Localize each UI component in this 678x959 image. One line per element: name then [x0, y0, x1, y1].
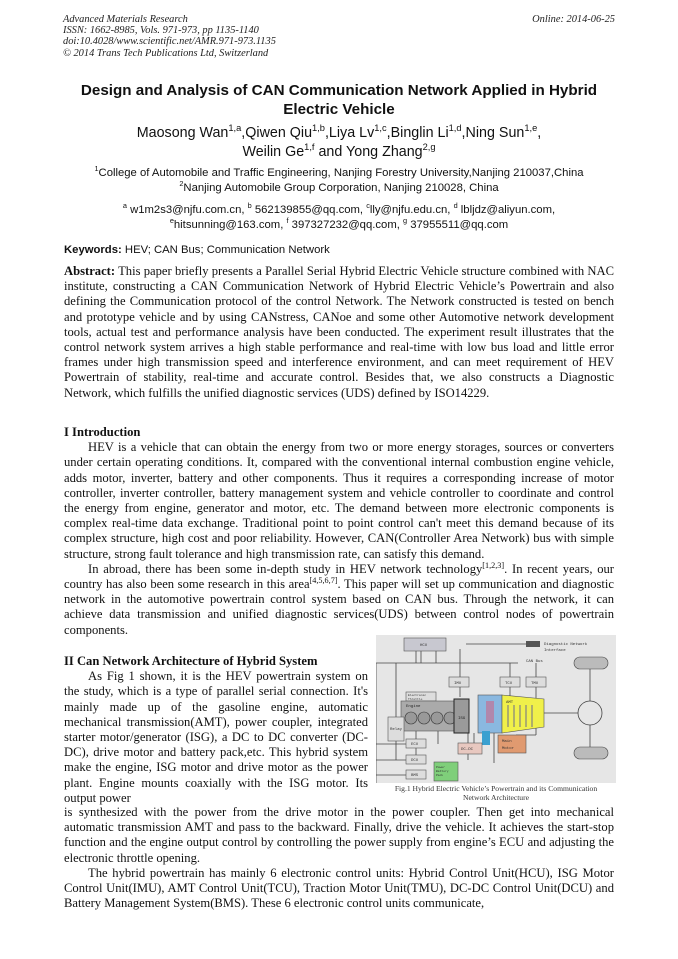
- svg-text:Pack: Pack: [436, 774, 444, 777]
- title-line-2: Electric Vehicle: [283, 101, 395, 118]
- caption-line-2: Network Architecture: [463, 793, 529, 802]
- section-architecture: [64, 654, 368, 806]
- svg-text:BMS: BMS: [411, 774, 419, 778]
- paragraph: As Fig 1 shown, it is the HEV powertrain system on the study, which is a type of parallel serial connection. It's mainly made up of the gasoline engine, automatic mechanical transmission(AMT), power coupler, integrated starter motor/generator (ISG), a DC to DC converter (DC-DC), drive motor and battery pack,etc. This hybrid system make the engine, ISG motor and drive motor as the power plant. Engine mounts coaxially with the ISG motor. Its output power: [64, 669, 368, 805]
- paragraph: is synthesized with the power from the drive motor in the power coupler. Then get into mechanical automatic transmission AMT and pass to the backward. Finally, drive the vehicle. It achieves the start-stop function and the engine output control by controlling the power supply from engine’s ECU and adjusting the electronic throttle opening.: [64, 805, 614, 865]
- abstract: [64, 264, 614, 401]
- author: Liya Lv$^{1,c}$,: [328, 123, 391, 141]
- email: $^c$lly@njfu.edu.cn,: [366, 201, 451, 216]
- citation: [1,2,3]: [482, 560, 505, 570]
- doi: doi:10.4028/www.scientific.net/AMR.971-973.1135: [63, 36, 276, 48]
- svg-text:Battery: Battery: [436, 770, 449, 773]
- affiliations: [30, 166, 648, 196]
- author: Yong Zhang$^{2,g}$: [346, 142, 436, 160]
- title-line-1: Design and Analysis of CAN Communication Network Applied in Hybrid: [80, 82, 598, 99]
- svg-text:TMU: TMU: [531, 682, 539, 686]
- email: $^e$hitsunning@163.com,: [169, 216, 284, 231]
- svg-text:Engine: Engine: [406, 705, 421, 709]
- section-heading: I Introduction: [64, 425, 141, 439]
- citation: [4,5,6,7]: [309, 575, 338, 585]
- abstract-text: This paper briefly presents a Parallel Serial Hybrid Electric Vehicle structure combined with NAC institute, constructing a CAN Communication Network of Hybrid Electric Vehicle’s Powertrain and also defining the Communication protocol of the control Network. The Network constructed is tested on bench and prototype vehicle and by using CANstress, CANoe and some other Automotive network development tools, actual test and performance analysis have been conducted. The experiment result illustrates that the control network system arrives a high stable performance and real-time with low bus load and little error frames under high transmission speed and interference environment, and can meet requirement of HEV Powertrain of stability, real-time and accurate control. Besides that, we also constructs a Diagnostic Network, which fulfills the unified diagnostic services (UDS) defined by ISO14229.: [64, 264, 615, 400]
- email: $^g$ 37955511@qq.com: [403, 216, 509, 231]
- svg-text:DCU: DCU: [411, 759, 419, 763]
- author: Ning Sun$^{1,e}$,: [465, 123, 542, 141]
- email: $^b$ 562139855@qq.com,: [247, 201, 364, 216]
- section-introduction: [64, 425, 614, 638]
- author-list: [40, 124, 638, 162]
- author: Qiwen Qiu$^{1,b}$,: [245, 123, 329, 141]
- svg-text:Diagnostic Network: Diagnostic Network: [544, 643, 588, 647]
- author: Binglin Li$^{1,d}$,: [390, 123, 466, 141]
- copyright: © 2014 Trans Tech Publications Ltd, Switzerland: [63, 47, 269, 59]
- svg-text:Relay: Relay: [390, 728, 403, 732]
- svg-text:CAN Bus: CAN Bus: [526, 660, 543, 664]
- svg-text:Power: Power: [436, 766, 446, 769]
- journal-header: [63, 14, 276, 59]
- abstract-label: Abstract:: [64, 264, 116, 278]
- email: $^a$ w1m2s3@njfu.com.cn,: [122, 201, 245, 216]
- figure-1-diagram: [376, 635, 616, 783]
- affiliation: $^2$Nanjing Automobile Group Corporation, Nanjing 210028, China: [179, 179, 499, 194]
- paper-title: [40, 81, 638, 119]
- figure-caption: [376, 784, 616, 802]
- paragraph: In abroad, there has been some in-depth study in HEV network technology[1,2,3]. In recent years, our country has also been some research in this area[4,5,6,7]. This paper will set up communication and diagnostic network in the automotive powertrain control system based on CAN bus. Through the network, it can achieve data transmission and unified diagnostic services(UDS) between control nodes of powertrain components.: [64, 560, 614, 637]
- svg-text:Electronic: Electronic: [408, 694, 427, 697]
- online-date: Online: 2014-06-25: [532, 14, 615, 25]
- svg-text:HCU: HCU: [420, 644, 428, 648]
- email: $^d$ lbljdz@aliyun.com,: [453, 201, 556, 216]
- paragraph: The hybrid powertrain has mainly 6 electronic control units: Hybrid Control Unit(HCU), ISG Motor Control Unit(IMU), AMT Control Unit(TCU), Traction Motor Unit(TMU), DC-DC Control Unit(DCU) and Battery Management System(BMS). These 6 electronic control units communicate,: [64, 865, 614, 911]
- paragraph: HEV is a vehicle that can obtain the energy from two or more energy storages, sources or converters under certain operating conditions. It, compared with the conventional internal combustion engine vehicle, adds motor, inverter, battery and other components. Thus it requires a corresponding increase of motor controller, inverter controller, battery management system and vehicle controller to coordinate and control the energy from engine, generator and motor, etc. The demand between more electronic components is complex real-time data exchange. Traditional point to point control can't meet this demand because of its complex structure, high cost and poor reliability. However, CAN(Controller Area Network) bus with simple structure, strong fault tolerance and high transmission rate, can satisfy this demand.: [64, 440, 614, 561]
- author: Weilin Ge$^{1,f}$ and: [242, 142, 347, 160]
- section-architecture-continued: [64, 805, 614, 911]
- svg-text:Throttle: Throttle: [408, 698, 423, 701]
- author: Maosong Wan$^{1,a}$,: [136, 123, 246, 141]
- journal-name: Advanced Materials Research: [63, 14, 188, 25]
- issn: ISSN: 1662-8985, Vols. 971-973, pp 1135-1140: [63, 25, 259, 37]
- affiliation: $^1$College of Automobile and Traffic Engineering, Nanjing Forestry University,Nanjing 210037,China: [94, 164, 584, 179]
- email: $^f$ 397327232@qq.com,: [286, 216, 400, 231]
- keywords-label: Keywords:: [64, 244, 122, 256]
- svg-text:IMU: IMU: [454, 682, 462, 686]
- keywords-text: HEV; CAN Bus; Communication Network: [124, 244, 330, 256]
- svg-text:Main: Main: [502, 740, 512, 744]
- svg-text:AMT: AMT: [506, 701, 514, 705]
- svg-text:Interface: Interface: [544, 649, 566, 653]
- svg-text:TCU: TCU: [505, 682, 513, 686]
- svg-text:Motor: Motor: [502, 747, 515, 751]
- svg-text:DC-DC: DC-DC: [461, 748, 474, 752]
- email-list: [40, 203, 638, 233]
- keywords: [64, 244, 330, 256]
- caption-line-1: Fig.1 Hybrid Electric Vehicle’s Powertrain and its Communication: [394, 784, 598, 793]
- section-heading: II Can Network Architecture of Hybrid System: [64, 654, 318, 668]
- svg-text:ISG: ISG: [458, 717, 466, 721]
- svg-text:ECU: ECU: [411, 743, 419, 747]
